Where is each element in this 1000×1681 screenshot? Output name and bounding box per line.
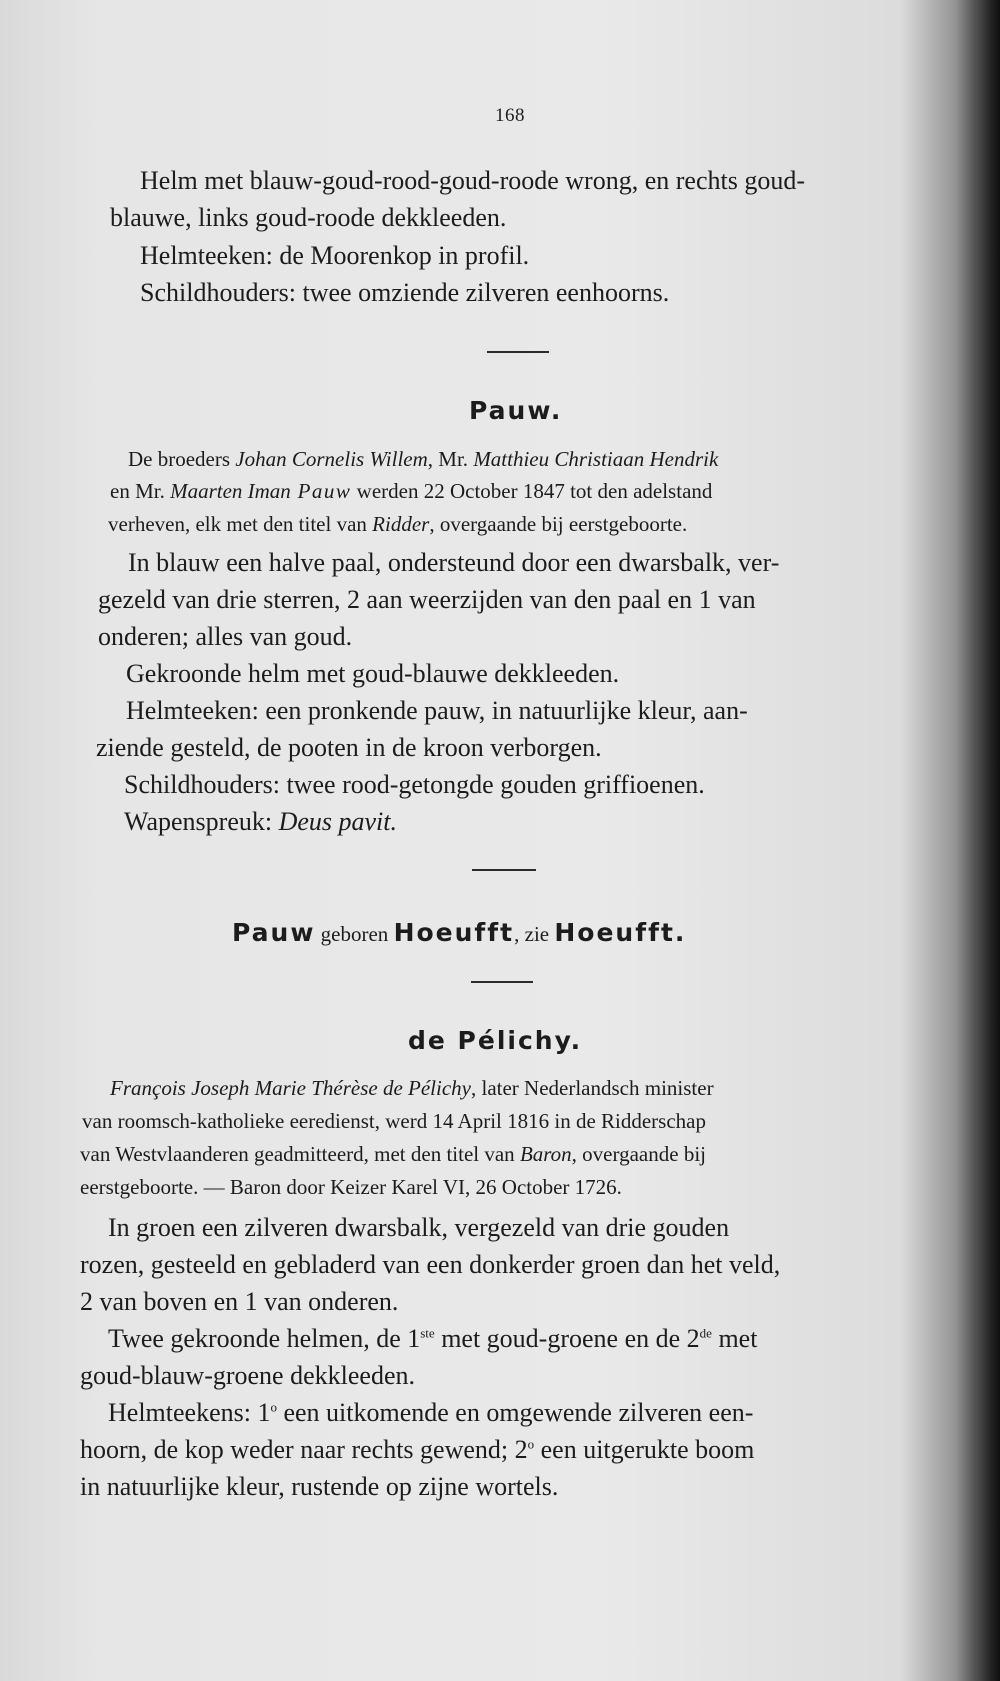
pelichy-line-11-text-b: een uitgerukte boom: [534, 1435, 755, 1464]
pelichy-line-10-text: Helmteekens: 1: [108, 1398, 271, 1427]
pauw-hoeufft-geboren: geboren: [315, 922, 394, 946]
pelichy-line-8-text-c: met: [711, 1324, 758, 1353]
pelichy-line-3: [80, 1144, 706, 1165]
pauw-line-6: onderen; alles van goud.: [98, 622, 353, 651]
pauw-line-3-text: verheven, elk met den titel van: [108, 512, 373, 536]
pelichy-line-11-text: hoorn, de kop weder naar rechts gewend; 2: [80, 1435, 528, 1464]
pauw-line-2-text: en Mr.: [110, 479, 171, 503]
pauw-hoeufft-heading: [232, 918, 686, 947]
pelichy-line-6: rozen, gesteeld en gebladerd van een donkerder groen dan het veld,: [80, 1250, 781, 1279]
pauw-motto-label: Wapenspreuk:: [124, 807, 279, 836]
intro-line-4: Schildhouders: twee omziende zilveren eenhoorns.: [140, 278, 670, 307]
pelichy-line-1-text: , later Nederlandsch minister: [470, 1076, 714, 1100]
pelichy-line-10-text-b: een uitkomende en omgewende zilveren een-: [276, 1398, 754, 1427]
pauw-hoeufft-reference: Hoeufft.: [554, 918, 687, 947]
pauw-hoeufft-zie: , zie: [514, 922, 555, 946]
pauw-title-ridder: Ridder: [372, 512, 430, 536]
pauw-line-2-text-b: werden 22 October 1847 tot den adelstand: [351, 479, 713, 503]
pauw-name-johan: Johan Cornelis Willem: [235, 447, 428, 471]
pelichy-line-8-text: Twee gekroonde helmen, de 1: [108, 1324, 421, 1353]
page-number: 168: [495, 105, 525, 126]
pelichy-sup-de: de: [699, 1325, 712, 1341]
intro-line-1: Helm met blauw-goud-rood-goud-roode wrong, en rechts goud-: [140, 166, 805, 195]
pauw-motto: Deus pavit.: [278, 807, 397, 836]
pauw-name-maarten: Maarten Iman: [170, 479, 291, 503]
pauw-line-11: [124, 809, 397, 835]
pauw-line-1-text: De broeders: [128, 447, 236, 471]
pauw-hoeufft-name: Pauw: [232, 918, 316, 947]
pelichy-line-7: 2 van boven en 1 van onderen.: [80, 1287, 399, 1316]
pauw-line-2: [110, 481, 712, 502]
section-divider-2: [472, 869, 536, 871]
pauw-line-9: ziende gesteld, de pooten in de kroon verborgen.: [96, 733, 602, 762]
pelichy-line-3-text-b: , overgaande bij: [571, 1142, 706, 1166]
pauw-line-3: [108, 514, 687, 535]
pelichy-title-baron: Baron: [519, 1142, 572, 1166]
pelichy-line-3-text: van Westvlaanderen geadmitteerd, met den titel van: [80, 1142, 520, 1166]
pauw-line-5: gezeld van drie sterren, 2 aan weerzijden van den paal en 1 van: [98, 585, 756, 614]
pelichy-line-11: [80, 1437, 754, 1463]
pelichy-line-12: in natuurlijke kleur, rustende op zijne wortels.: [80, 1472, 559, 1501]
pauw-line-1: [128, 449, 718, 470]
pauw-line-3-text-b: , overgaande bij eerstgeboorte.: [429, 512, 688, 536]
section-divider-3: [471, 981, 533, 983]
pauw-surname: Pauw: [290, 479, 352, 503]
pelichy-line-2: van roomsch-katholieke eeredienst, werd 14 April 1816 in de Ridderschap: [82, 1109, 706, 1133]
pelichy-line-10: [108, 1400, 753, 1426]
pelichy-sup-o-2: o: [527, 1436, 535, 1452]
pelichy-line-8: [108, 1326, 757, 1352]
intro-line-2: blauwe, links goud-roode dekkleeden.: [110, 203, 507, 232]
pauw-line-1-text-b: , Mr.: [427, 447, 474, 471]
pelichy-line-9: goud-blauw-groene dekkleeden.: [80, 1361, 415, 1390]
pelichy-full-name: François Joseph Marie Thérèse de Pélichy: [110, 1076, 471, 1100]
pauw-line-7: Gekroonde helm met goud-blauwe dekkleeden.: [126, 659, 620, 688]
page-binding-shadow: [955, 0, 1000, 1681]
pauw-line-4: In blauw een halve paal, ondersteund door een dwarsbalk, ver-: [128, 548, 780, 577]
pelichy-line-5: In groen een zilveren dwarsbalk, vergezeld van drie gouden: [108, 1213, 730, 1242]
pauw-line-8: Helmteeken: een pronkende pauw, in natuurlijke kleur, aan-: [126, 696, 748, 725]
pauw-heading: Pauw.: [469, 396, 563, 425]
pelichy-sup-o-1: o: [270, 1399, 277, 1415]
pauw-name-matthieu: Matthieu Christiaan Hendrik: [473, 447, 719, 471]
pelichy-line-8-text-b: met goud-groene en de 2: [434, 1324, 700, 1353]
section-divider-1: [487, 351, 549, 353]
pelichy-line-4: eerstgeboorte. — Baron door Keizer Karel VI, 26 October 1726.: [80, 1175, 622, 1199]
pauw-line-10: Schildhouders: twee rood-getongde gouden griffioenen.: [124, 770, 705, 799]
pelichy-line-1: [110, 1078, 714, 1099]
pelichy-heading: de Pélichy.: [408, 1026, 583, 1055]
intro-line-3: Helmteeken: de Moorenkop in profil.: [140, 241, 530, 270]
pelichy-sup-ste: ste: [420, 1325, 435, 1341]
pauw-hoeufft-maiden-name: Hoeufft: [393, 918, 515, 947]
